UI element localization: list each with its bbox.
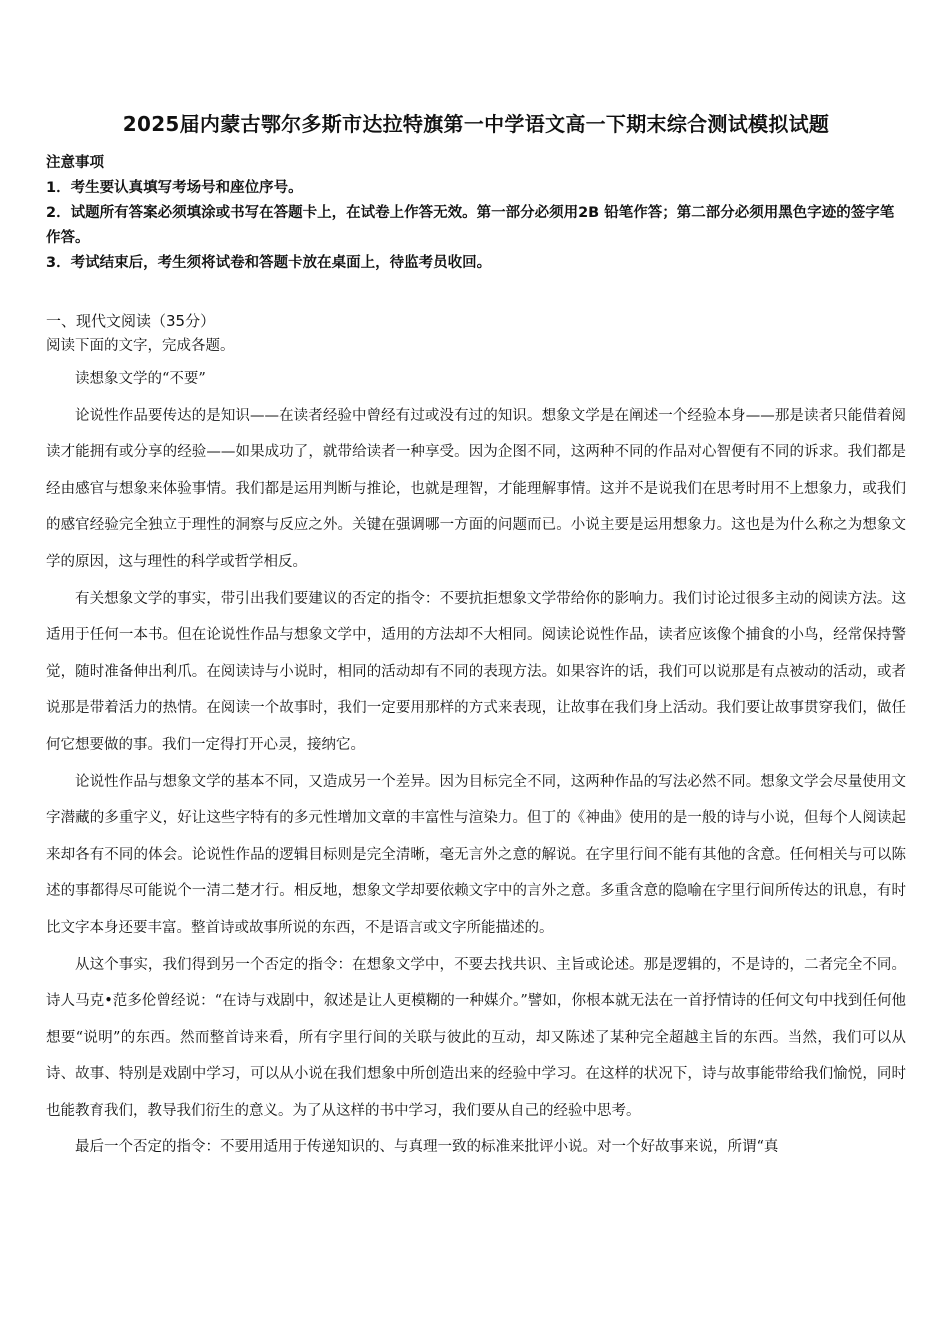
passage-paragraph-2: 有关想象文学的事实，带引出我们要建议的否定的指令：不要抗拒想象文学带给你的影响力。我们讨论过很多主动的阅读方法。这适用于任何一本书。但在论说性作品与想象文学中，适用的方法却不大相同。阅读论说性作品，读者应该像个捕食的小鸟，经常保持警觉，随时准备伸出利爪。在阅读诗与小说时，相同的活动却有不同的表现方法。如果容许的话，我们可以说那是有点被动的活动，或者说那是带着活力的热情。在阅读一个故事时，我们一定要用那样的方式来表现，让故事在我们身上活动。我们要让故事贯穿我们，做任何它想要做的事。我们一定得打开心灵，接纳它。 [46,590,906,753]
notice-item-1: 1．考生要认真填写考场号和座位序号。 [46,180,303,196]
reading-passage [46,361,906,1166]
section-heading: 一、现代文阅读（35分） [46,312,216,330]
notice-heading: 注意事项 [46,155,104,171]
passage-title: 读想象文学的“不要” [75,371,206,387]
section-instruction: 阅读下面的文字，完成各题。 [46,338,235,354]
exam-page [46,108,906,1166]
notice-item-2: 2．试题所有答案必须填涂或书写在答题卡上，在试卷上作答无效。第一部分必须用2B 铅笔作答；第二部分必须用黑色字迹的签字笔作答。 [46,205,895,246]
passage-paragraph-4: 从这个事实，我们得到另一个否定的指令：在想象文学中，不要去找共识、主旨或论述。那是逻辑的，不是诗的，二者完全不同。诗人马克•范多伦曾经说：“在诗与戏剧中，叙述是让人更模糊的一种媒介。”譬如，你根本就无法在一首抒情诗的任何文句中找到任何他想要“说明”的东西。然而整首诗来看，所有字里行间的关联与彼此的互动，却又陈述了某种完全超越主旨的东西。当然，我们可以从诗、故事、特别是戏剧中学习，可以从小说在我们想象中所创造出来的经验中学习。在这样的状况下，诗与故事能带给我们愉悦，同时也能教育我们，教导我们衍生的意义。为了从这样的书中学习，我们要从自己的经验中思考。 [46,956,906,1119]
notice-block [46,151,906,276]
passage-paragraph-3: 论说性作品与想象文学的基本不同，又造成另一个差异。因为目标完全不同，这两种作品的写法必然不同。想象文学会尽量使用文字潜藏的多重字义，好让这些字特有的多元性增加文章的丰富性与渲染力。但丁的《神曲》使用的是一般的诗与小说，但每个人阅读起来却各有不同的体会。论说性作品的逻辑目标则是完全清晰，毫无言外之意的解说。在字里行间不能有其他的含意。任何相关与可以陈述的事都得尽可能说个一清二楚才行。相反地，想象文学却要依赖文字中的言外之意。多重含意的隐喻在字里行间所传达的讯息，有时比文字本身还要丰富。整首诗或故事所说的东西，不是语言或文字所能描述的。 [46,773,906,936]
notice-item-3: 3．考试结束后，考生须将试卷和答题卡放在桌面上，待监考员收回。 [46,255,492,271]
exam-title: 2025届内蒙古鄂尔多斯市达拉特旗第一中学语文高一下期末综合测试模拟试题 [122,112,830,136]
passage-paragraph-5: 最后一个否定的指令：不要用适用于传递知识的、与真理一致的标准来批评小说。对一个好故事来说，所谓“真 [75,1139,779,1156]
passage-paragraph-1: 论说性作品要传达的是知识——在读者经验中曾经有过或没有过的知识。想象文学是在阐述一个经验本身——那是读者只能借着阅读才能拥有或分享的经验——如果成功了，就带给读者一种享受。因为企图不同，这两种不同的作品对心智便有不同的诉求。我们都是经由感官与想象来体验事情。我们都是运用判断与推论，也就是理智，才能理解事情。这并不是说我们在思考时用不上想象力，或我们的感官经验完全独立于理性的洞察与反应之外。关键在强调哪一方面的问题而已。小说主要是运用想象力。这也是为什么称之为想象文学的原因，这与理性的科学或哲学相反。 [46,407,906,570]
